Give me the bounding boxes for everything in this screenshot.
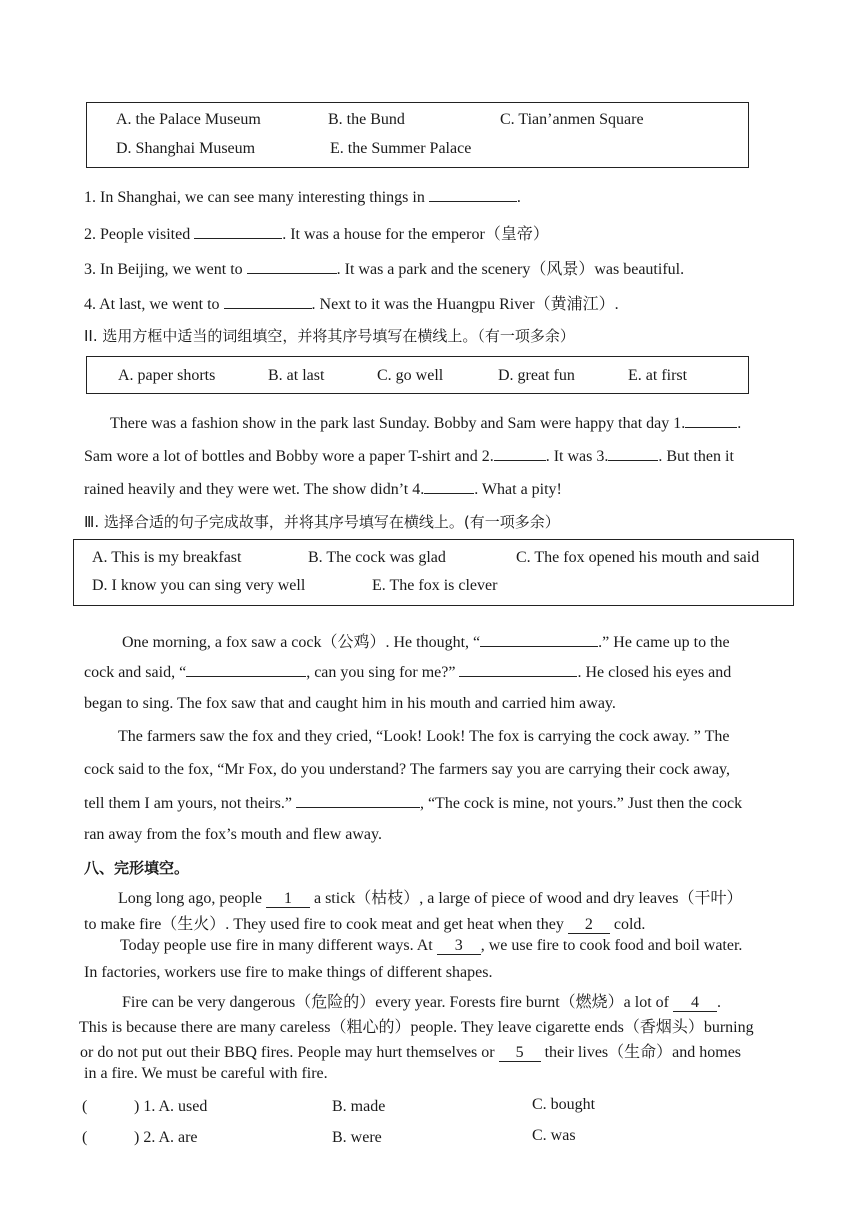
question-text: 1. In Shanghai, we can see many interesting things in	[84, 189, 425, 206]
answer-blank[interactable]	[424, 479, 474, 494]
passage-text: . What a pity!	[474, 481, 562, 498]
answer-blank[interactable]	[429, 187, 517, 202]
section-3-heading: Ⅲ. 选择合适的句子完成故事，并将其序号填写在横线上。(有一项多余）	[84, 513, 560, 531]
option-e: E. The fox is clever	[372, 577, 498, 594]
answer-blank[interactable]	[685, 413, 737, 428]
question-4	[84, 291, 619, 314]
question-text: 2. People visited	[84, 226, 191, 243]
question-2	[84, 221, 549, 244]
answer-blank[interactable]	[247, 259, 337, 274]
question-1-option-b[interactable]: B. made	[332, 1098, 386, 1115]
story-text: , “The cock is mine, not yours.” Just then the cock	[419, 795, 743, 812]
cloze-text: cold.	[613, 916, 646, 933]
option-a: A. the Palace Museum	[116, 111, 261, 128]
option-b: B. the Bund	[328, 111, 405, 128]
cloze-text: , we use fire to cook food and boil water.	[480, 937, 743, 954]
question-3	[84, 256, 684, 279]
story-text: . He closed his eyes and	[577, 664, 732, 681]
passage-text: rained heavily and they were wet. The show didn’t 4.	[84, 481, 425, 498]
cloze-text: a stick（枯枝）, a large of piece of wood and dry leaves（干叶）	[313, 890, 743, 907]
story-line-4: The farmers saw the fox and they cried, “Look! Look! The fox is carrying the cock away. ” The	[118, 728, 730, 745]
question-text: . It was a park and the scenery（风景）was beautiful.	[336, 261, 685, 278]
cloze-text: their lives（生命）and homes	[544, 1044, 742, 1061]
cloze-blank-2[interactable]	[568, 916, 610, 934]
story-text: .” He came up to the	[598, 634, 730, 651]
option-c: C. The fox opened his mouth and said	[516, 549, 760, 566]
section-2-heading: II. 选用方框中适当的词组填空，并将其序号填写在横线上。（有一项多余）	[84, 327, 575, 345]
story-line-6	[84, 793, 742, 813]
question-2-option-b[interactable]: B. were	[332, 1129, 382, 1146]
cloze-text: Today people use fire in many different ways. At	[120, 937, 433, 954]
story-line-3: began to sing. The fox saw that and caught him in his mouth and carried him away.	[84, 695, 616, 712]
story-text: One morning, a fox saw a cock（公鸡）. He thought, “	[122, 634, 481, 651]
cloze-text: Fire can be very dangerous（危险的）every year. Forests fire burnt（燃烧）a lot of	[122, 994, 669, 1011]
question-text: . It was a house for the emperor（皇帝）	[282, 226, 549, 243]
option-c: C. go well	[377, 367, 444, 384]
story-line-2	[84, 662, 731, 682]
passage-2-line-3	[84, 479, 562, 499]
cloze-blank-1[interactable]	[266, 890, 310, 908]
answer-blank[interactable]	[186, 662, 306, 677]
question-text: .	[516, 189, 521, 206]
option-c: C. Tian’anmen Square	[500, 111, 644, 128]
answer-blank[interactable]	[494, 446, 546, 461]
cloze-line-7	[80, 1039, 741, 1062]
passage-2-line-2	[84, 446, 734, 466]
story-line-5: cock said to the fox, “Mr Fox, do you understand? The farmers say you are carrying their cock away,	[84, 761, 731, 778]
option-d: D. I know you can sing very well	[92, 577, 306, 594]
question-text: 3. In Beijing, we went to	[84, 261, 243, 278]
passage-text: Sam wore a lot of bottles and Bobby wore a paper T-shirt and 2.	[84, 448, 494, 465]
blank-number: 3	[454, 937, 463, 954]
answer-paren-2[interactable]: (	[82, 1129, 88, 1146]
story-text: cock and said, “	[84, 664, 187, 681]
answer-blank[interactable]	[459, 662, 577, 677]
story-text: , can you sing for me?”	[306, 664, 456, 681]
cloze-text: or do not put out their BBQ fires. People may hurt themselves or	[80, 1044, 495, 1061]
option-d: D. Shanghai Museum	[116, 140, 256, 157]
passage-2-line-1	[110, 413, 741, 433]
cloze-line-5	[122, 989, 721, 1012]
question-1	[84, 187, 521, 207]
option-d: D. great fun	[498, 367, 575, 384]
question-2-option-c[interactable]: C. was	[532, 1127, 576, 1144]
blank-number: 5	[515, 1044, 524, 1061]
answer-blank[interactable]	[608, 446, 658, 461]
passage-text: . It was 3.	[545, 448, 609, 465]
option-a: A. This is my breakfast	[92, 549, 242, 566]
question-1-option-a[interactable]: ) 1. A. used	[134, 1098, 208, 1115]
answer-blank[interactable]	[480, 632, 598, 647]
passage-text: . But then it	[658, 448, 734, 465]
option-b: B. at last	[268, 367, 325, 384]
question-2-option-a[interactable]: ) 2. A. are	[134, 1129, 198, 1146]
cloze-blank-5[interactable]	[499, 1044, 541, 1062]
cloze-line-6: This is because there are many careless（粗心的）people. They leave cigarette ends（香烟头）burning	[79, 1019, 754, 1036]
blank-number: 1	[283, 890, 292, 907]
cloze-line-2	[84, 911, 645, 934]
cloze-blank-4[interactable]	[673, 994, 717, 1012]
cloze-text: Long long ago, people	[118, 890, 262, 907]
cloze-text: to make fire（生火）. They used fire to cook meat and get heat when they	[84, 916, 564, 933]
question-text: . Next to it was the Huangpu River（黄浦江）.	[311, 296, 619, 313]
blank-number: 2	[584, 916, 593, 933]
answer-blank[interactable]	[224, 294, 312, 309]
question-1-option-c[interactable]: C. bought	[532, 1096, 596, 1113]
answer-paren-1[interactable]: (	[82, 1098, 88, 1115]
story-line-1	[122, 629, 730, 652]
cloze-blank-3[interactable]	[437, 937, 481, 955]
section-8-heading: 八、完形填空。	[84, 859, 190, 877]
cloze-line-3	[120, 937, 742, 955]
story-text: tell them I am yours, not theirs.”	[84, 795, 292, 812]
cloze-line-4: In factories, workers use fire to make things of different shapes.	[84, 964, 493, 981]
story-line-7: ran away from the fox’s mouth and flew away.	[84, 826, 382, 843]
cloze-line-8: in a fire. We must be careful with fire.	[84, 1065, 328, 1082]
option-e: E. the Summer Palace	[330, 140, 472, 157]
passage-text: .	[737, 415, 742, 432]
option-e: E. at first	[628, 367, 688, 384]
blank-number: 4	[690, 994, 699, 1011]
answer-blank[interactable]	[296, 793, 420, 808]
passage-text: There was a fashion show in the park last Sunday. Bobby and Sam were happy that day 1.	[110, 415, 686, 432]
option-b: B. The cock was glad	[308, 549, 446, 566]
cloze-text: .	[716, 994, 721, 1011]
answer-blank[interactable]	[194, 224, 282, 239]
question-text: 4. At last, we went to	[84, 296, 220, 313]
option-a: A. paper shorts	[118, 367, 216, 384]
cloze-line-1	[118, 885, 742, 908]
